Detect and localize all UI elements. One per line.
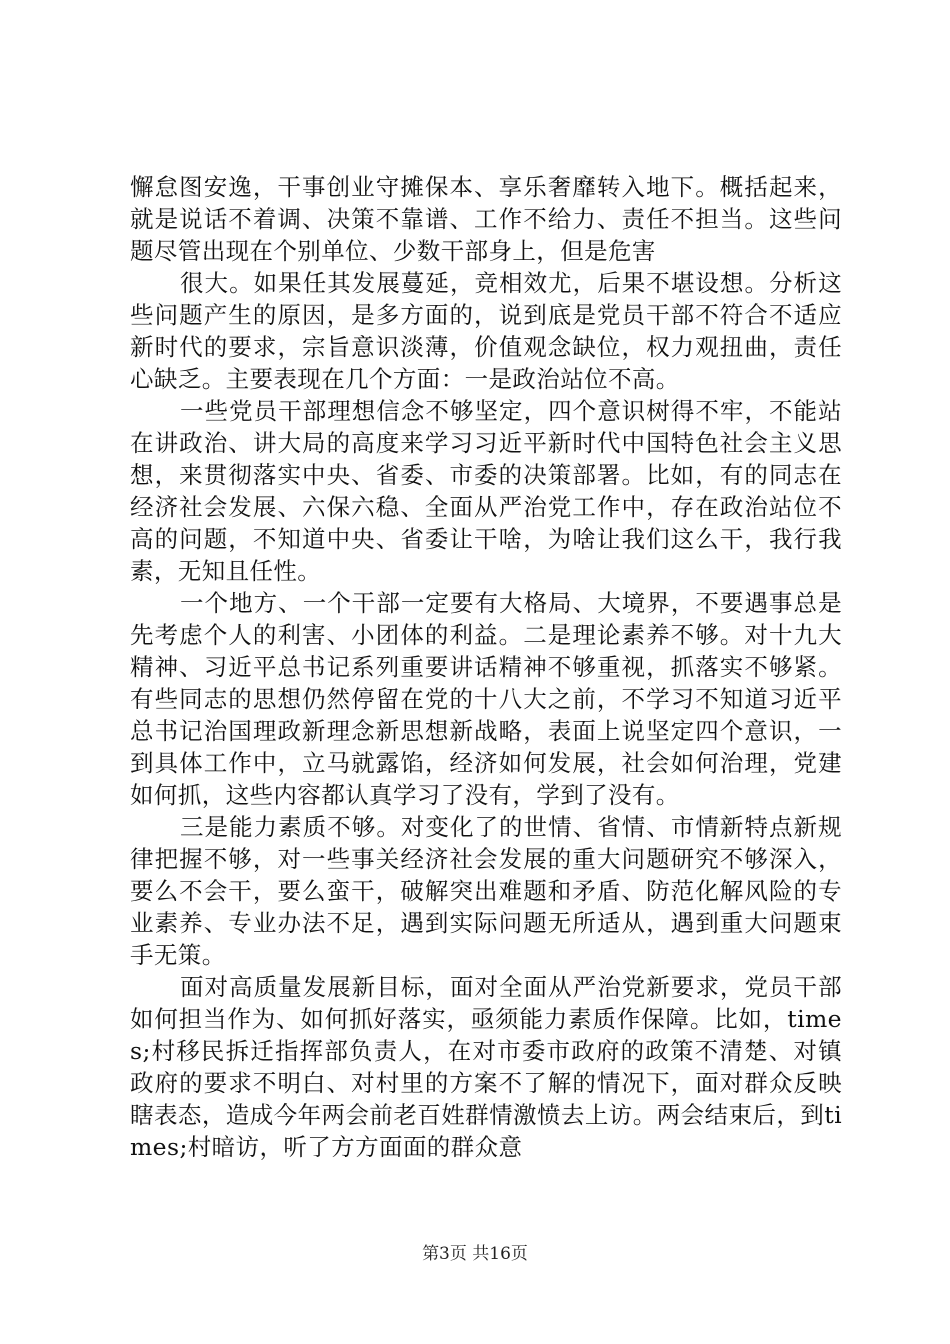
paragraph-1: 懈怠图安逸，干事创业守摊保本、享乐奢靡转入地下。概括起来，就是说话不着调、决策不靠谱、工作不给力、责任不担当。这些问题尽管出现在个别单位、少数干部身上，但是危害 [130,173,842,265]
paragraph-2: 很大。如果任其发展蔓延，竞相效尤，后果不堪设想。分析这些问题产生的原因，是多方面的，说到底是党员干部不符合不适应新时代的要求，宗旨意识淡薄，价值观念缺位，权力观扭曲，责任心缺乏。主要表现在几个方面：一是政治站位不高。 [130,269,842,393]
page-footer: 第3页 共16页 [422,1244,528,1264]
paragraph-6: 面对高质量发展新目标，面对全面从严治党新要求，党员干部如何担当作为、如何抓好落实，亟须能力素质作保障。比如，times;村移民拆迁指挥部负责人，在对市委市政府的政策不清楚、对镇政府的要求不明白、对村里的方案不了解的情况下，面对群众反映瞎表态，造成今年两会前老百姓群情激愤去上访。两会结束后，到times;村暗访，听了方方面面的群众意 [130,973,842,1161]
body-text [130,171,842,1163]
paragraph-3: 一些党员干部理想信念不够坚定，四个意识树得不牢，不能站在讲政治、讲大局的高度来学习习近平新时代中国特色社会主义思想，来贯彻落实中央、省委、市委的决策部署。比如，有的同志在经济社会发展、六保六稳、全面从严治党工作中，存在政治站位不高的问题，不知道中央、省委让干啥，为啥让我们这么干，我行我素，无知且任性。 [130,397,842,585]
paragraph-5: 三是能力素质不够。对变化了的世情、省情、市情新特点新规律把握不够，对一些事关经济社会发展的重大问题研究不够深入，要么不会干，要么蛮干，破解突出难题和矛盾、防范化解风险的专业素养、专业办法不足，遇到实际问题无所适从，遇到重大问题束手无策。 [130,813,842,969]
paragraph-4: 一个地方、一个干部一定要有大格局、大境界，不要遇事总是先考虑个人的利害、小团体的利益。二是理论素养不够。对十九大精神、习近平总书记系列重要讲话精神不够重视，抓落实不够紧。有些同志的思想仍然停留在党的十八大之前，不学习不知道习近平总书记治国理政新理念新思想新战略，表面上说坚定四个意识，一到具体工作中，立马就露馅，经济如何发展，社会如何治理，党建如何抓，这些内容都认真学习了没有，学到了没有。 [130,589,842,809]
